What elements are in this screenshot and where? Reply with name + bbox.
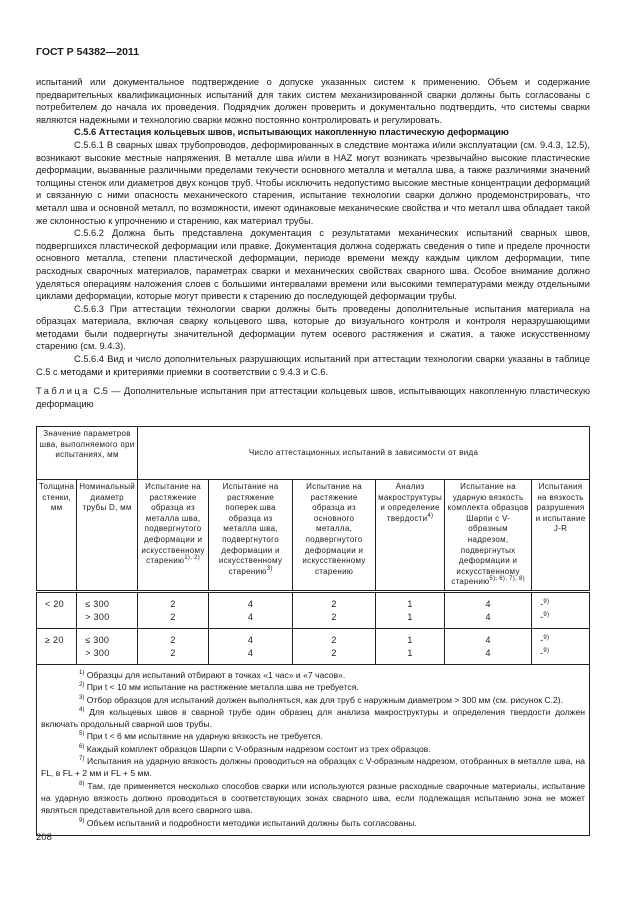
- cell-value: ≤ 300: [85, 634, 110, 645]
- footnote-ref: 1), 2): [184, 555, 201, 562]
- table-cell: [37, 628, 77, 664]
- column-header: [138, 480, 209, 592]
- table-cell: [376, 628, 445, 664]
- cell-value: -: [540, 634, 544, 645]
- footnote-number: 1): [79, 669, 85, 676]
- footnote: [41, 694, 585, 706]
- footnote-number: 3): [79, 694, 85, 701]
- footnote: [41, 730, 585, 742]
- paragraph: С.5.6.4 Вид и число дополнительных разрушающих испытаний при аттестации технологии сварки указаны в таблице С.5 с методами и критериями приемки в соответствии с 9.4.3 и С.6.: [36, 354, 590, 377]
- caption-text: С.5 — Дополнительные испытания при аттестации кольцевых швов, испытывающих накопленную пластическую деформацию: [36, 386, 590, 409]
- wall-thickness: ≥ 20: [45, 634, 64, 645]
- table-header-row-1: [37, 427, 590, 480]
- column-header: [532, 480, 590, 592]
- cell-value: 2: [331, 634, 337, 645]
- cell-value: 1: [407, 647, 413, 658]
- cell-value: 2: [331, 598, 337, 609]
- wall-thickness: < 20: [45, 598, 64, 609]
- cell-value: 4: [247, 611, 254, 622]
- cell-value: > 300: [85, 647, 110, 658]
- footnote-number: 4): [79, 706, 85, 713]
- column-header: [376, 480, 445, 592]
- column-header-label: Анализ макроструктуры и определение твердости: [378, 482, 443, 523]
- footnote-text: Там, где применяется несколько способов сварки или используются разные расходные сварочные материалы, испытание на ударную вязкость должно проводиться в соответствующих зонах сварного шва, если подлежащая испытанию зона не может являться представительной для всего сварного шва.: [41, 780, 585, 816]
- table-row: [37, 591, 590, 628]
- table-cell: [376, 591, 445, 628]
- column-header-label: Испытания на вязкость разрушения и испытание J-R: [535, 482, 586, 534]
- table-cell: [209, 628, 293, 664]
- table-caption: [36, 385, 590, 410]
- cell-value: 4: [247, 598, 254, 609]
- table-cell: [445, 628, 532, 664]
- footnote-text: Образцы для испытаний отбирают в точках «1 час» и «7 часов».: [86, 669, 346, 680]
- cell-value: 4: [247, 634, 254, 645]
- footnote: [41, 780, 585, 817]
- column-header: [209, 480, 293, 592]
- table-cell: [445, 591, 532, 628]
- header-group-parameters: Значение параметров шва, выполняемого при испытаниях, мм: [37, 427, 138, 480]
- column-header: [445, 480, 532, 592]
- footnote: [41, 817, 585, 829]
- footnote-text: Каждый комплект образцов Шарпи с V-образным надрезом состоит из трех образцов.: [86, 743, 431, 754]
- cell-value: 1: [407, 611, 413, 622]
- footnote-text: Отбор образцов для испытаний должен выполняться, как для труб с наружным диаметром > 300 мм (см. рисунок С.2).: [86, 694, 564, 705]
- caption-label: Таблица: [36, 386, 90, 397]
- paragraph: испытаний или документальное подтверждение о допуске указанных систем к применению. Объем и содержание предварительных квалификационных испытаний для таких систем механизированной сварки должны быть согласованы с потребителем до начала их проведения. Подрядчик должен проверить и документально подтвердить, что системы сварки являются надежными и технологию сварки можно постоянно контролировать и регулировать.: [36, 77, 590, 125]
- paragraph: С.5.6.2 Должна быть представлена документация с результатами механических испытаний сварных швов, подвергшихся пластической деформации или правке. Документация должна содержать сведения о типе и пределе прочности основного металла, степени пластической деформации, периоде времени между каждым циклом деформации, типе расходных сварочных материалов, параметрах сварки и механических свойствах сварного шва. Особое внимание должно уделяться операциям наложения слоев с большими интервалами времени или высокими температурами между отдельными циклами деформации, которые могут привести к старению до последующей деформации трубы.: [36, 228, 590, 302]
- footnote-number: 7): [79, 756, 85, 763]
- footnote: [41, 743, 585, 755]
- footnote-text: Для кольцевых швов в сварной трубе один образец для анализа макроструктуры и определения твердости должен включать продольный сварной шов трубы.: [41, 706, 586, 730]
- section-heading: С.5.6 Аттестация кольцевых швов, испытывающих накопленную пластическую деформацию: [74, 127, 509, 138]
- footnote-number: 9): [79, 817, 85, 824]
- table-header-row-2: [37, 480, 590, 592]
- cell-value: 4: [247, 647, 254, 658]
- table-cell: [138, 628, 209, 664]
- footnote: [41, 669, 585, 681]
- table-c5: [36, 426, 590, 836]
- cell-value: 1: [407, 634, 413, 645]
- cell-value: 2: [170, 611, 176, 622]
- footnote-number: 8): [79, 780, 85, 787]
- column-header-label: Испытание на растяжение поперек шва образца из металла шва, подвергнутого деформации и искусственному старению: [218, 482, 283, 576]
- cell-value: 4: [485, 598, 491, 609]
- cell-value: 2: [170, 598, 176, 609]
- cell-value: 2: [331, 647, 337, 658]
- column-header-label: Испытание на ударную вязкость комплекта образцов Шарпи с V-образным надрезом, подвергнутых деформации и искусственному старению: [447, 482, 529, 587]
- footnote-ref: 9): [543, 634, 550, 641]
- footnote-number: 6): [79, 743, 85, 750]
- column-header-label: Толщина стенки, мм: [39, 482, 75, 513]
- footnote-ref: 3): [266, 565, 273, 572]
- table-cell: [209, 591, 293, 628]
- footnote-text: При t < 6 мм испытание на ударную вязкость не требуется.: [86, 731, 323, 742]
- cell-value: -: [540, 598, 544, 609]
- table-cell: [77, 591, 138, 628]
- footnote-ref: 9): [543, 598, 550, 605]
- table-row: [37, 628, 590, 664]
- table-cell: [532, 628, 590, 664]
- footnotes: [37, 664, 590, 835]
- cell-value: 1: [407, 598, 413, 609]
- table-cell: [293, 628, 376, 664]
- cell-value: 2: [331, 611, 337, 622]
- footnote-ref: 9): [543, 611, 550, 618]
- column-header-label: Испытание на растяжение образца из металла шва, подвергнутого деформации и искусственному старению: [141, 482, 205, 566]
- footnotes-row: [37, 664, 590, 835]
- footnote: [41, 681, 585, 693]
- table-cell: [138, 591, 209, 628]
- footnote-ref: 9): [543, 647, 550, 654]
- footnote: [41, 755, 585, 780]
- document-body: [36, 76, 590, 410]
- cell-value: 4: [485, 611, 491, 622]
- paragraph: С.5.6.3 При аттестации технологии сварки должны быть проведены дополнительные испытания материала на образцах материала, включая сварку кольцевого шва, которые до визуального контроля и контроля неразрушающими методами были подвергнуты значительной деформации путем осевого растяжения и сжатия, а также искусственному старению (см. 9.4.3).: [36, 303, 590, 352]
- table-cell: [77, 628, 138, 664]
- column-header-label: Номинальный диаметр трубы D, мм: [79, 482, 136, 513]
- footnote-ref: 5), 6), 7), 8): [489, 576, 525, 583]
- column-header-label: Испытание на растяжение образца из основного металла, подвергнутого деформации и искусственному старению: [302, 482, 366, 576]
- table-cell: [532, 591, 590, 628]
- page-number: 208: [36, 832, 52, 843]
- cell-value: 2: [170, 647, 176, 658]
- column-header: [37, 480, 77, 592]
- footnote-text: При t < 10 мм испытание на растяжение металла шва не требуется.: [86, 682, 359, 693]
- cell-value: 4: [485, 647, 491, 658]
- cell-value: 2: [170, 634, 176, 645]
- footnote-text: Испытания на ударную вязкость должны проводиться на образцах с V-образным надрезом, отобранных в металле шва, на FL, в FL + 2 мм и FL + 5 мм.: [41, 756, 585, 779]
- footnote-number: 5): [79, 731, 85, 738]
- footnote-ref: 4): [427, 512, 434, 519]
- cell-value: 4: [485, 634, 491, 645]
- table-cell: [293, 591, 376, 628]
- cell-value: -: [540, 611, 544, 622]
- cell-value: ≤ 300: [85, 598, 110, 609]
- table-cell: [37, 591, 77, 628]
- footnote-text: Объем испытаний и подробности методики испытаний должны быть согласованы.: [86, 817, 417, 828]
- footnote-number: 2): [79, 682, 85, 689]
- column-header: [77, 480, 138, 592]
- paragraph: С.5.6.1 В сварных швах трубопроводов, деформированных в следствие монтажа и/или эксплуатации (см. 9.4.3, 12.5), возникают высокие местные напряжения. В металле шва и/или в HAZ могут возникать чрезвычайно высокие пластические деформации, вызванные различными пределами текучести основного металла и металла шва, а также различиями значений толщины стенок или диаметров двух концов труб. Чтобы исключить недопустимо высокие местные концентрации деформаций и связанную с ними опасность механического старения, испытание технологии сварки должно продемонстрировать, что металл шва и основной металл, по возможности, имеют одинаковые механические свойства и что металл шва обладает такой же склонностью к упрочнению и старению, как материал трубы.: [36, 139, 590, 226]
- document-header: ГОСТ Р 54382—2011: [36, 46, 140, 58]
- header-group-tests: Число аттестационных испытаний в зависимости от вида: [138, 427, 590, 480]
- footnote: [41, 706, 585, 731]
- cell-value: > 300: [85, 611, 110, 622]
- cell-value: -: [540, 647, 544, 658]
- column-header: [293, 480, 376, 592]
